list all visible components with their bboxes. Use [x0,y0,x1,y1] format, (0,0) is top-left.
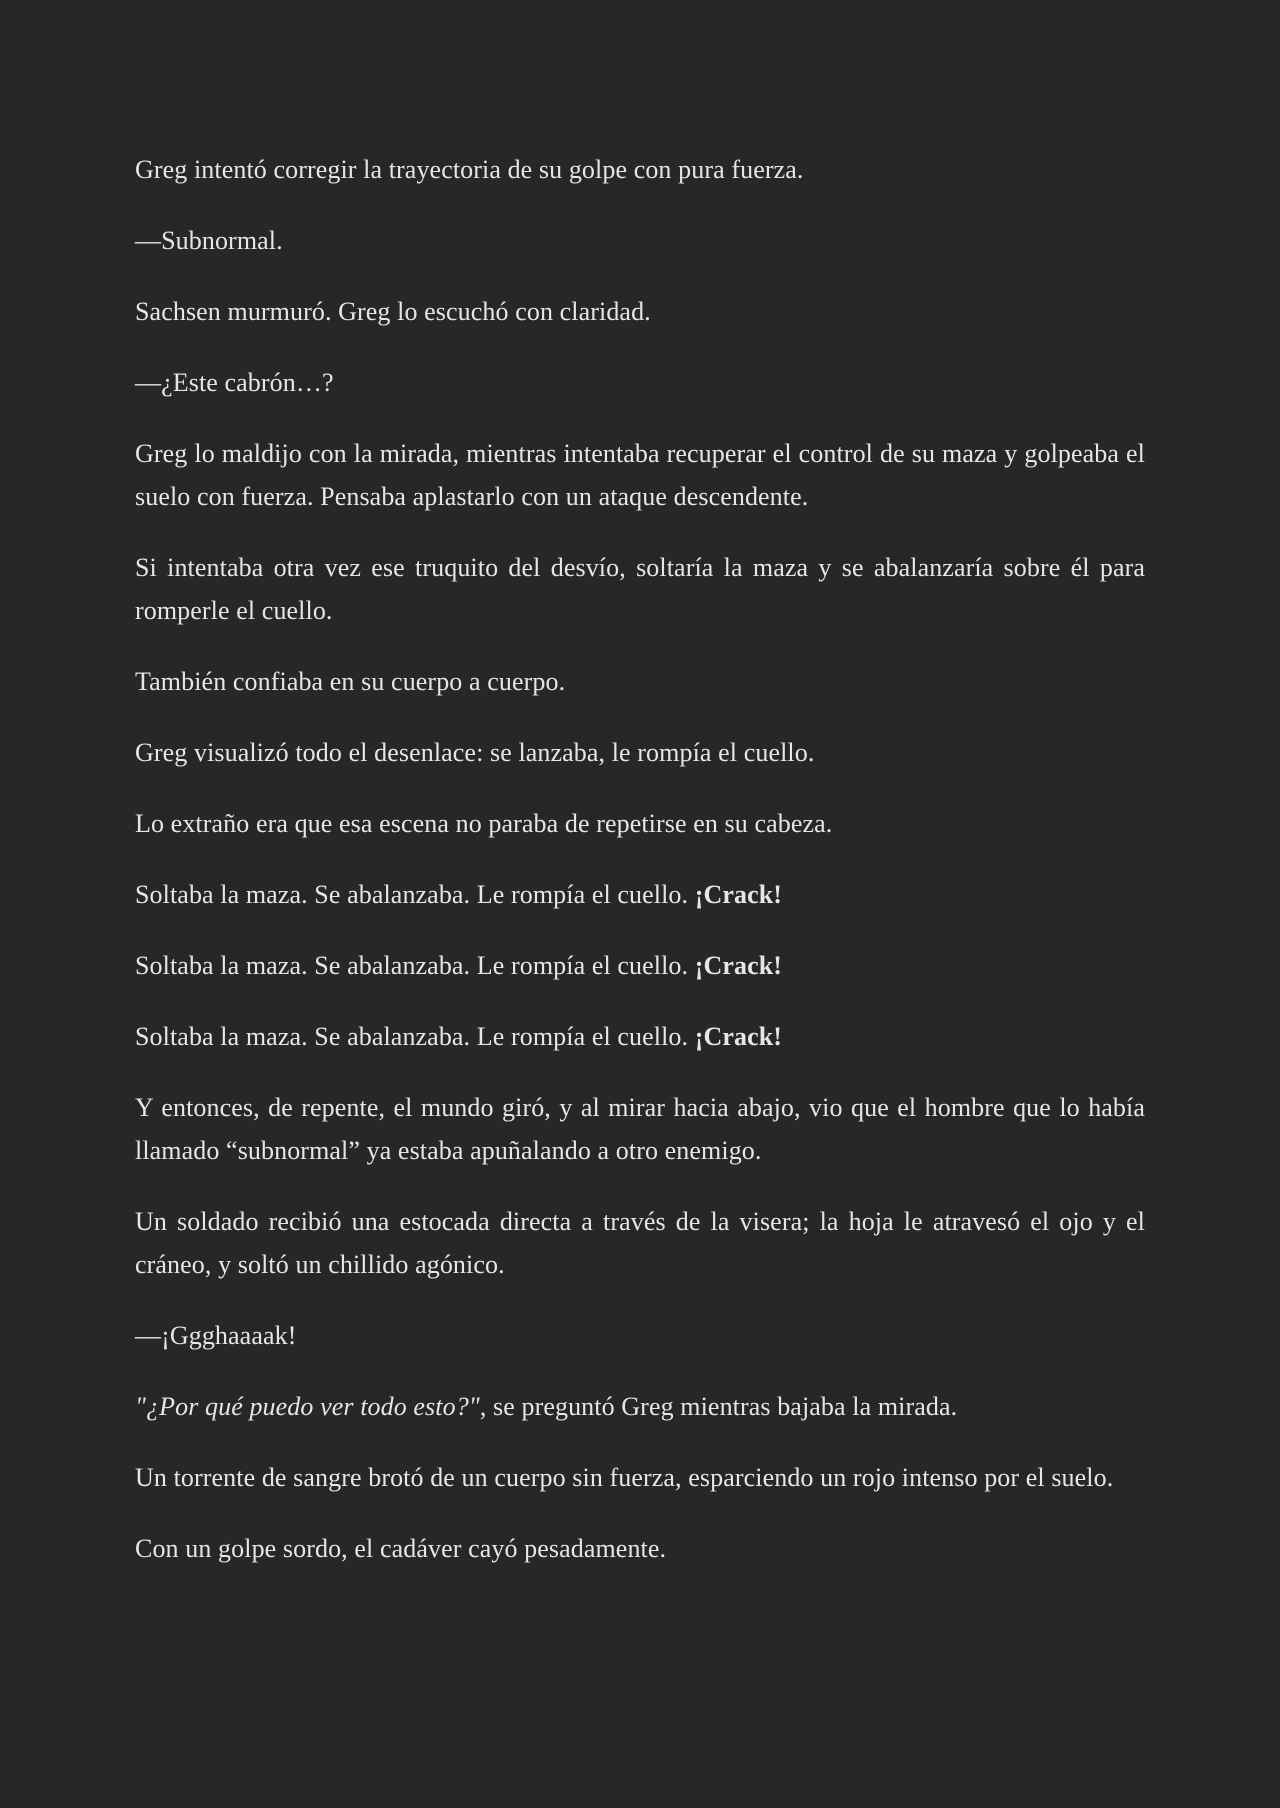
paragraph [135,944,1145,987]
text-segment: Sachsen murmuró. Greg lo escuchó con claridad. [135,297,651,326]
text-segment: —¿Este cabrón…? [135,368,334,397]
text-segment: Greg intentó corregir la trayectoria de su golpe con pura fuerza. [135,155,804,184]
text-segment: , se preguntó Greg mientras bajaba la mirada. [479,1392,958,1421]
text-segment: Con un golpe sordo, el cadáver cayó pesadamente. [135,1534,667,1563]
italic-text: "¿Por qué puedo ver todo esto?" [135,1392,480,1421]
paragraph [135,1086,1145,1172]
paragraph [135,546,1145,632]
text-segment: También confiaba en su cuerpo a cuerpo. [135,667,566,696]
text-segment: Soltaba la maza. Se abalanzaba. Le rompía el cuello. [135,951,695,980]
paragraph [135,1200,1145,1286]
text-segment: Lo extraño era que esa escena no paraba de repetirse en su cabeza. [135,809,833,838]
paragraph [135,731,1145,774]
bold-text: ¡Crack! [694,1022,783,1051]
text-segment: Greg visualizó todo el desenlace: se lanzaba, le rompía el cuello. [135,738,815,767]
paragraph [135,1527,1145,1570]
paragraph [135,873,1145,916]
paragraph [135,148,1145,191]
paragraph [135,660,1145,703]
paragraph [135,1314,1145,1357]
text-segment: Greg lo maldijo con la mirada, mientras intentaba recuperar el control de su maza y golpeaba el suelo con fuerza. Pensaba aplastarlo con un ataque descendente. [135,439,1145,511]
text-segment: Soltaba la maza. Se abalanzaba. Le rompía el cuello. [135,1022,695,1051]
text-segment: Un torrente de sangre brotó de un cuerpo sin fuerza, esparciendo un rojo intenso por el suelo. [135,1463,1114,1492]
text-segment: —¡Ggghaaaak! [135,1321,297,1350]
text-segment: Un soldado recibió una estocada directa a través de la visera; la hoja le atravesó el ojo y el cráneo, y soltó un chillido agónico. [135,1207,1145,1279]
bold-text: ¡Crack! [694,951,783,980]
paragraph [135,1385,1145,1428]
bold-text: ¡Crack! [694,880,783,909]
paragraph [135,1015,1145,1058]
paragraph [135,219,1145,262]
chapter-text [135,148,1145,1570]
paragraph [135,1456,1145,1499]
text-segment: Soltaba la maza. Se abalanzaba. Le rompía el cuello. [135,880,695,909]
paragraph [135,361,1145,404]
text-segment: —Subnormal. [135,226,283,255]
text-segment: Si intentaba otra vez ese truquito del desvío, soltaría la maza y se abalanzaría sobre él para romperle el cuello. [135,553,1145,625]
paragraph [135,432,1145,518]
paragraph [135,802,1145,845]
paragraph [135,290,1145,333]
text-segment: Y entonces, de repente, el mundo giró, y al mirar hacia abajo, vio que el hombre que lo había llamado “subnormal” ya estaba apuñalando a otro enemigo. [135,1093,1145,1165]
